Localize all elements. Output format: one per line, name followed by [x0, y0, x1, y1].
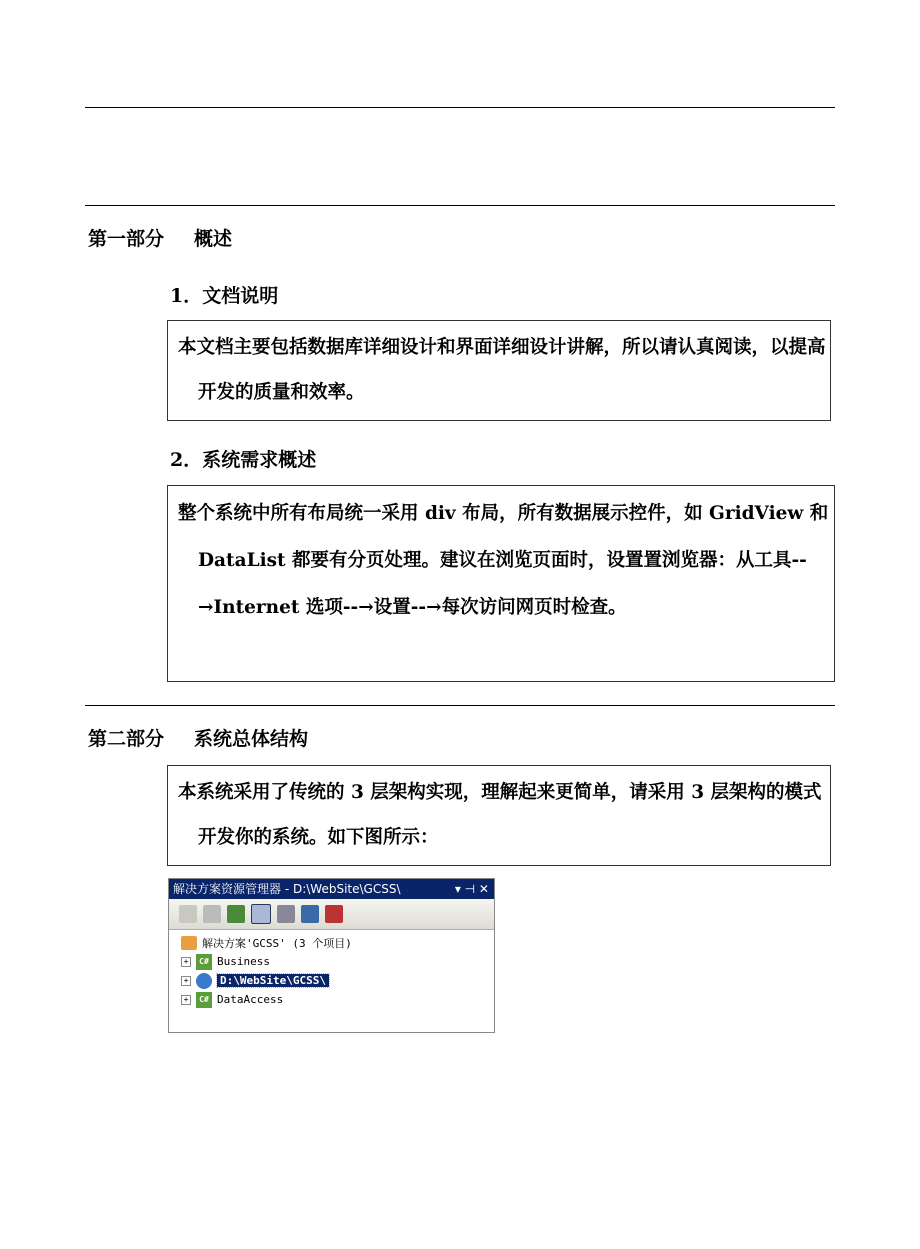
divider	[85, 705, 835, 706]
window-controls: ▾ ⊣ ✕	[454, 882, 489, 896]
expand-icon: +	[181, 976, 191, 986]
part-title: 概述	[194, 228, 233, 250]
explorer-toolbar	[169, 899, 494, 930]
part-number: 第二部分	[88, 728, 165, 750]
section2-box	[167, 485, 835, 682]
tree-item-label: D:\WebSite\GCSS\	[217, 974, 329, 987]
expand-icon: +	[181, 957, 191, 967]
tree-item	[181, 971, 494, 990]
solution-icon	[181, 936, 197, 950]
paragraph: 本系统采用了传统的 3 层架构实现，理解起来更简单，请采用 3 层架构的模式开发你的系统。如下图所示：	[178, 782, 822, 848]
explorer-title: 解决方案资源管理器 - D:\WebSite\GCSS\	[173, 882, 401, 896]
part2-heading	[88, 724, 308, 751]
tree-item-label: Business	[217, 955, 270, 968]
tree-item	[181, 952, 494, 971]
refresh-icon	[227, 905, 245, 923]
section3-box	[167, 765, 831, 866]
solution-explorer-screenshot	[168, 878, 495, 1033]
nest-icon	[251, 904, 271, 924]
part-title: 系统总体结构	[194, 728, 309, 750]
section1-heading: 1．文档说明	[170, 285, 279, 307]
show-all-files-icon	[203, 905, 221, 923]
tree-item-label: DataAccess	[217, 993, 284, 1006]
section2-heading: 2．系统需求概述	[170, 449, 317, 471]
website-icon	[196, 973, 212, 989]
divider	[85, 205, 835, 206]
asp-config-icon	[325, 905, 343, 923]
section1-box	[167, 320, 831, 421]
csharp-project-icon: C#	[196, 954, 212, 970]
csharp-project-icon: C#	[196, 992, 212, 1008]
class-view-icon	[277, 905, 295, 923]
solution-label: 解决方案'GCSS' (3 个项目)	[202, 936, 352, 950]
part1-heading	[88, 224, 232, 251]
solution-node	[181, 933, 494, 952]
properties-icon	[179, 905, 197, 923]
copy-website-icon	[301, 905, 319, 923]
explorer-titlebar	[169, 879, 494, 899]
paragraph: 本文档主要包括数据库详细设计和界面详细设计讲解，所以请认真阅读，以提高开发的质量和效率。	[178, 337, 826, 403]
tree-item	[181, 990, 494, 1009]
divider	[85, 107, 835, 108]
expand-icon: +	[181, 995, 191, 1005]
part-number: 第一部分	[88, 228, 165, 250]
paragraph: 整个系统中所有布局统一采用 div 布局，所有数据展示控件，如 GridView 和 DataList 都要有分页处理。建议在浏览页面时，设置置浏览器：从工具--→Internet 选项--→设置--→每次访问网页时检查。	[178, 503, 829, 618]
